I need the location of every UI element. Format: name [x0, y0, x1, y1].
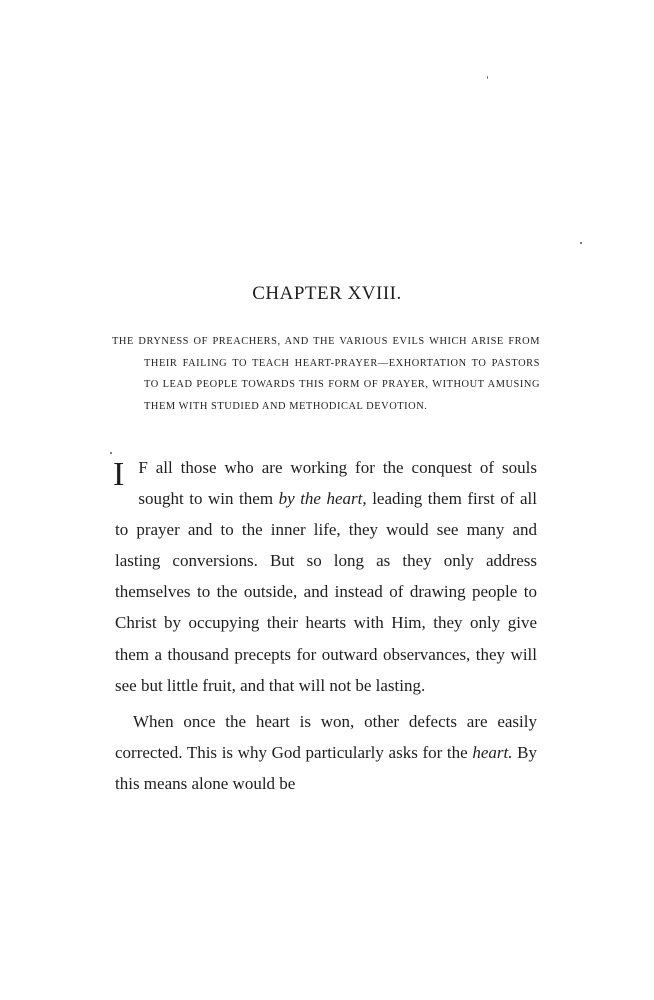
paragraph-2: [115, 706, 537, 799]
paragraph-1-emphasis: by the heart,: [278, 489, 367, 509]
print-speck: [580, 242, 582, 244]
paragraph-1-text-a: F all those who are working for the conquest of souls sought to win them: [138, 458, 537, 509]
chapter-summary: THE DRYNESS OF PREACHERS, AND THE VARIOUS EVILS WHICH ARISE FROM THEIR FAILING TO TEACH HEART-PRAYER—EXHORTATION TO PASTORS TO LEAD PEOPLE TOWARDS THIS FORM OF PRAYER, WITHOUT AMUSING THEM WITH STUDIED AND METHODICAL DEVOTION.: [112, 336, 540, 412]
body-text: [115, 452, 537, 799]
paragraph-2-text-a: When once the heart is won, other defects are easily corrected. This is why God particularly asks for the: [115, 711, 537, 762]
paragraph-1-text-b: leading them first of all to prayer and to the inner life, they would see many and lasting conversions. But so long as they only address themselves to the outside, and instead of drawing people to Christ by occupying their hearts with Him, they only give them a thousand precepts for outward observances, they will see but little fruit, and that will not be lasting.: [115, 489, 537, 695]
print-speck: [110, 452, 112, 454]
paragraph-2-emphasis: heart.: [472, 742, 513, 762]
paragraph-2-text-b: By this means alone would be: [115, 742, 537, 793]
drop-cap: I: [113, 456, 125, 493]
chapter-title: CHAPTER XVIII.: [252, 283, 402, 304]
print-speck: [487, 76, 488, 79]
paragraph-1: [115, 452, 537, 701]
